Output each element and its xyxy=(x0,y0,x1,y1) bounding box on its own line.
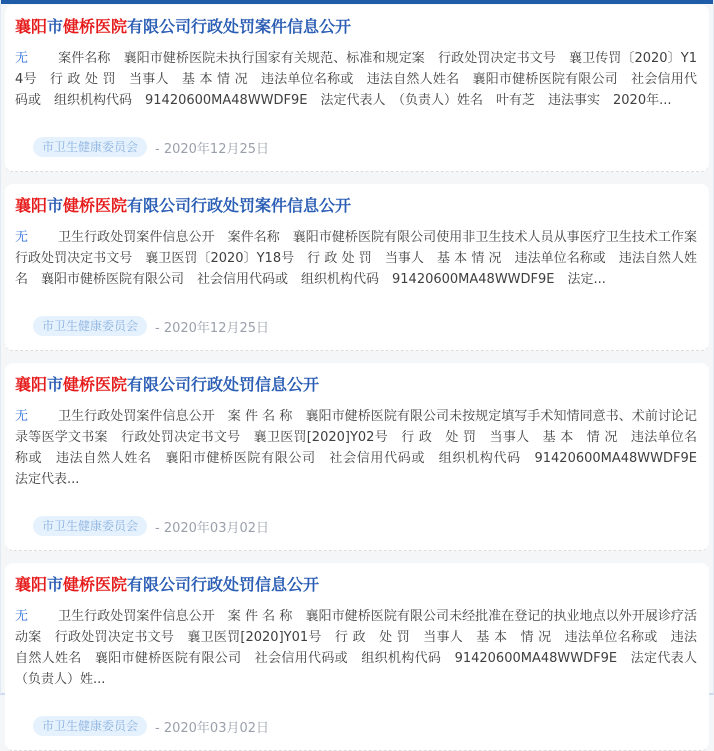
snippet-text: 卫生行政处罚案件信息公开 案 件 名 称 襄阳市健桥医院有限公司未经批准在登记的执业地点以外开展诊疗活动案 行政处罚决定书文号 襄卫医罚[2020]Y01号 行 政 处 罚 当事人 基 本 情 况 违法单位名称或 违法自然人姓名 襄阳市健桥医院有限公司 社会信用代码或 组织机构代码 91420600MA48WWDF9E 法定代表人 （负责人）姓... xyxy=(15,609,711,687)
title-highlight: 襄阳 xyxy=(15,196,48,215)
result-card xyxy=(5,5,709,172)
title-highlight: 健桥医院 xyxy=(63,196,128,215)
source-tag[interactable]: 市卫生健康委员会 xyxy=(33,516,147,536)
title-highlight: 襄阳 xyxy=(15,17,48,36)
snippet-text: 卫生行政处罚案件信息公开 案件名称 襄阳市健桥医院有限公司使用非卫生技术人员从事医疗卫生技术工作案 行政处罚决定书文号 襄卫医罚〔2020〕Y18号 行 政 处 罚 当事人 基 本 情 况 违法单位名称或 违法自然人姓名 襄阳市健桥医院有限公司 社会信用代码或 组织机构代码 91420600MA48WWDF9E 法定... xyxy=(15,230,710,287)
result-title-link[interactable] xyxy=(15,374,697,396)
snippet-text: 案件名称 襄阳市健桥医院未执行国家有关规范、标准和规定案 行政处罚决定书文号 襄卫传罚〔2020〕Y14号 行 政 处 罚 当事人 基 本 情 况 违法单位名称或 违法自然人姓名 襄阳市健桥医院有限公司 社会信用代码或 组织机构代码 91420600MA48WWDF9E 法定代表人 （负责人）姓名 叶有芝 违法事实 2020年... xyxy=(15,51,697,108)
title-text: 市 xyxy=(47,196,64,215)
title-text: 市 xyxy=(47,17,64,36)
result-date: - 2020年03月02日 xyxy=(155,720,270,736)
result-date: - 2020年12月25日 xyxy=(155,320,270,336)
result-meta xyxy=(33,316,697,336)
result-snippet xyxy=(15,406,711,490)
search-results-list xyxy=(1,4,713,751)
result-title-link[interactable] xyxy=(15,574,697,596)
title-text: 有限公司行政处罚案件信息公开 xyxy=(127,196,352,215)
result-snippet xyxy=(15,48,697,111)
result-card xyxy=(5,184,709,351)
snippet-text: 卫生行政处罚案件信息公开 案 件 名 称 襄阳市健桥医院有限公司未按规定填写手术知情同意书、术前讨论记录等医学文书案 行政处罚决定书文号 襄卫医罚[2020]Y02号 行 政 处 罚 当事人 基 本 情 况 违法单位名称或 违法自然人姓名 襄阳市健桥医院有限公司 社会信用代码或 组织机构代码 91420600MA48WWDF9E 法定代表... xyxy=(15,409,711,487)
title-text: 市 xyxy=(47,375,64,394)
result-card xyxy=(5,563,709,751)
snippet-prefix-link[interactable]: 无 xyxy=(15,51,29,66)
title-highlight: 襄阳 xyxy=(15,575,48,594)
title-text: 有限公司行政处罚案件信息公开 xyxy=(127,17,352,36)
snippet-prefix-link[interactable]: 无 xyxy=(15,230,29,245)
source-tag[interactable]: 市卫生健康委员会 xyxy=(33,716,147,736)
source-tag[interactable]: 市卫生健康委员会 xyxy=(33,137,147,157)
title-highlight: 健桥医院 xyxy=(63,375,128,394)
result-date: - 2020年12月25日 xyxy=(155,141,270,157)
result-title-link[interactable] xyxy=(15,16,697,38)
result-snippet xyxy=(15,227,710,290)
result-card xyxy=(5,363,709,551)
snippet-prefix-link[interactable]: 无 xyxy=(15,409,29,424)
result-meta xyxy=(33,516,697,536)
result-snippet xyxy=(15,606,711,690)
source-tag[interactable]: 市卫生健康委员会 xyxy=(33,316,147,336)
title-highlight: 襄阳 xyxy=(15,375,48,394)
result-meta xyxy=(33,716,697,736)
snippet-prefix-link[interactable]: 无 xyxy=(15,609,29,624)
title-text: 市 xyxy=(47,575,64,594)
title-text: 有限公司行政处罚信息公开 xyxy=(127,375,320,394)
result-date: - 2020年03月02日 xyxy=(155,520,270,536)
title-highlight: 健桥医院 xyxy=(63,575,128,594)
result-title-link[interactable] xyxy=(15,195,697,217)
result-meta xyxy=(33,137,697,157)
title-highlight: 健桥医院 xyxy=(63,17,128,36)
title-text: 有限公司行政处罚信息公开 xyxy=(127,575,320,594)
